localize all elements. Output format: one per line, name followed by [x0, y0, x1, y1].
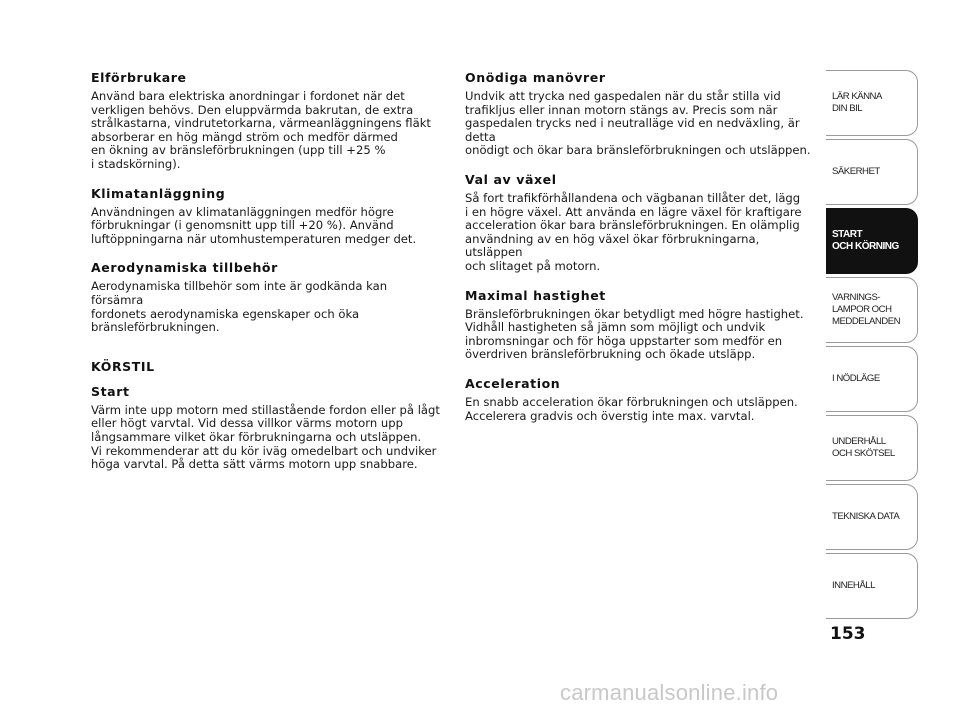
heading-elforbrukare: Elförbrukare — [91, 70, 187, 85]
nav-tab-sakerhet[interactable] — [826, 139, 918, 205]
chapter-nav — [826, 70, 918, 622]
text-elforbrukare: Använd bara elektriska anordningar i fordonet när det verkligen behövs. Den eluppvärmda bakrutan, de extra strålkastarna, vindrutetorkarna, värmeanläggningens fläkt absorberar en hög mängd ström och medför därmed en ökning av bränsleförbrukningen (upp till +25 % i stadskörning). — [91, 89, 431, 171]
nav-tab-start-och-korning[interactable] — [826, 208, 918, 274]
text-klimatanlaggning: Användningen av klimatanläggningen medför högre förbrukningar (i genomsnitt upp till +20 %). Använd luftöppningarna när utomhustemperaturen medger det. — [91, 204, 417, 246]
nav-tab-label: VARNINGS- LAMPOR OCH MEDDELANDEN — [832, 292, 901, 327]
text-val-av-vaxel: Så fort trafikförhållandena och vägbanan tillåter det, lägg i en högre växel. Att använda en lägre växel för kraftigare acceleration ökar bara bränsleförbrukningen. En olämplig användning av en hög växel ökar förbrukningarna, utsläppen och slitaget på motorn. — [465, 190, 802, 273]
heading-klimatanlaggning: Klimatanläggning — [91, 185, 226, 201]
text-maximal-hastighet: Bränsleförbrukningen ökar betydligt med högre hastighet. Vidhåll hastigheten så jämn som möjligt och undvik inbromsningar och för höga uppstarter som medför en överdriven bränsleförbrukning och ökade utsläpp. — [465, 306, 804, 362]
nav-tab-tekniska-data[interactable] — [826, 484, 918, 550]
heading-acceleration: Acceleration — [465, 375, 561, 391]
nav-tab-label: TEKNISKA DATA — [832, 511, 900, 522]
nav-tab-varningslampor[interactable] — [826, 277, 918, 343]
text-onodiga-manovrer: Undvik att trycka ned gaspedalen när du står stilla vid trafikljus eller innan motorn stängs av. Precis som när gaspedalen trycks ned i neutralläge vid en nedväxling, är detta onödigt och ökar bara bränsleförbrukningen och utsläppen. — [465, 89, 811, 158]
nav-tab-underhall[interactable] — [826, 415, 918, 481]
heading-val-av-vaxel: Val av växel — [465, 171, 557, 187]
nav-tab-label: INNEHÅLL — [832, 580, 875, 591]
section-title-korstil: KÖRSTIL — [91, 358, 155, 374]
heading-start: Start — [91, 383, 130, 399]
heading-onodiga-manovrer: Onödiga manövrer — [465, 70, 606, 85]
text-start: Värm inte upp motorn med stillastående fordon eller på lågt eller högt varvtal. Vid dessa villkor värms motorn upp långsammare vilket ökar förbrukningarna och utsläppen. Vi rekommenderar att du kör iväg omedelbart och undviker höga varvtal. På detta sätt värms motorn upp snabbare. — [91, 402, 440, 472]
text-acceleration: En snabb acceleration ökar förbrukningen och utsläppen. Accelerera gradvis och överstig inte max. varvtal. — [465, 394, 798, 423]
nav-tab-label: I NÖDLÄGE — [832, 373, 880, 384]
page-number: 153 — [830, 624, 866, 644]
nav-tab-label: START OCH KÖRNING — [832, 229, 899, 252]
nav-tab-label: LÄR KÄNNA DIN BIL — [832, 91, 882, 114]
heading-aerodynamiska: Aerodynamiska tillbehör — [91, 260, 278, 276]
watermark: carmanualsonline.info — [560, 680, 779, 705]
nav-tab-label: SÄKERHET — [832, 166, 880, 177]
heading-maximal-hastighet: Maximal hastighet — [465, 287, 606, 303]
nav-tab-label: UNDERHÅLL OCH SKÖTSEL — [832, 436, 895, 459]
nav-tab-i-nodlage[interactable] — [826, 346, 918, 412]
text-aerodynamiska: Aerodynamiska tillbehör som inte är godkända kan försämra fordonets aerodynamiska egenskaper och öka bränsleförbrukningen. — [91, 279, 388, 335]
nav-tab-innehall[interactable] — [826, 553, 918, 619]
left-column — [91, 70, 441, 486]
nav-tab-lar-kanna-din-bil[interactable] — [826, 70, 918, 136]
right-column — [465, 70, 815, 437]
